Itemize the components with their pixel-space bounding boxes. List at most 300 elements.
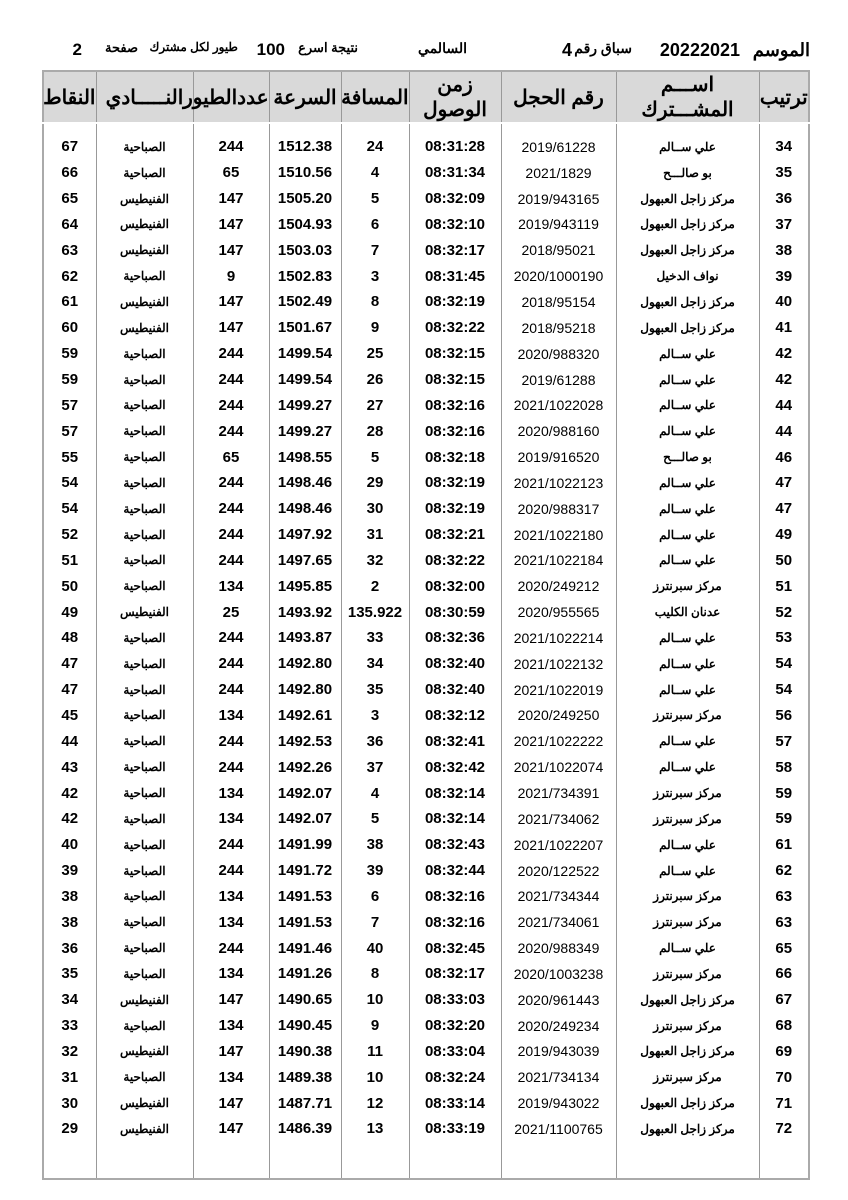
cell-points: 59 — [43, 367, 96, 393]
cell-arrival-time: 08:32:21 — [409, 522, 501, 548]
cell-arrival-time: 08:32:20 — [409, 1013, 501, 1039]
cell-arrival-time: 08:32:14 — [409, 780, 501, 806]
cell-distance: 37 — [341, 754, 409, 780]
table-row — [43, 496, 809, 522]
cell-rank: 52 — [759, 599, 809, 625]
cell-rank: 56 — [759, 703, 809, 729]
table-row — [43, 754, 809, 780]
cell-distance: 28 — [341, 418, 409, 444]
cell-club: الصباحية — [96, 754, 193, 780]
cell-points: 42 — [43, 780, 96, 806]
cell-club: الفنيطيس — [96, 212, 193, 238]
table-row — [43, 289, 809, 315]
cell-bird-count: 244 — [193, 651, 269, 677]
cell-distance: 5 — [341, 444, 409, 470]
page-label: صفحة — [105, 40, 138, 55]
cell-speed: 1493.92 — [269, 599, 341, 625]
table-row — [43, 418, 809, 444]
cell-speed: 1491.72 — [269, 858, 341, 884]
cell-rank: 68 — [759, 1013, 809, 1039]
cell-rank: 70 — [759, 1064, 809, 1090]
cell-rank: 69 — [759, 1039, 809, 1065]
cell-ring-number: 2021/1022180 — [501, 522, 616, 548]
cell-distance: 32 — [341, 548, 409, 574]
cell-arrival-time: 08:32:41 — [409, 728, 501, 754]
cell-distance: 8 — [341, 961, 409, 987]
cell-bird-count: 25 — [193, 599, 269, 625]
cell-club: الفنيطيس — [96, 1039, 193, 1065]
cell-bird-count: 244 — [193, 935, 269, 961]
cell-participant-name: علي ســالم — [616, 548, 759, 574]
cell-arrival-time: 08:32:24 — [409, 1064, 501, 1090]
cell-points: 67 — [43, 123, 96, 160]
cell-ring-number: 2020/961443 — [501, 987, 616, 1013]
results-table — [42, 70, 810, 1180]
cell-speed: 1493.87 — [269, 625, 341, 651]
cell-rank: 59 — [759, 806, 809, 832]
cell-club: الصباحية — [96, 496, 193, 522]
cell-points: 57 — [43, 392, 96, 418]
cell-ring-number: 2019/943039 — [501, 1039, 616, 1065]
table-row — [43, 806, 809, 832]
cell-ring-number: 2018/95021 — [501, 237, 616, 263]
season-label: الموسم — [752, 40, 810, 60]
cell-points: 55 — [43, 444, 96, 470]
cell-arrival-time: 08:30:59 — [409, 599, 501, 625]
cell-bird-count: 134 — [193, 909, 269, 935]
cell-bird-count: 147 — [193, 315, 269, 341]
cell-club: الصباحية — [96, 728, 193, 754]
result-label: نتيجة اسرع — [298, 40, 358, 55]
cell-ring-number: 2020/249212 — [501, 573, 616, 599]
cell-rank: 44 — [759, 418, 809, 444]
cell-participant-name: علي ســالم — [616, 341, 759, 367]
cell-participant-name: علي ســالم — [616, 651, 759, 677]
cell-arrival-time: 08:32:16 — [409, 392, 501, 418]
cell-rank: 63 — [759, 883, 809, 909]
cell-speed: 1499.27 — [269, 392, 341, 418]
table-row — [43, 599, 809, 625]
cell-bird-count: 147 — [193, 1116, 269, 1142]
cell-speed: 1492.07 — [269, 806, 341, 832]
cell-ring-number: 2019/943022 — [501, 1090, 616, 1116]
cell-club: الصباحية — [96, 1064, 193, 1090]
cell-distance: 9 — [341, 315, 409, 341]
page-number: 2 — [72, 40, 82, 59]
cell-club: الفنيطيس — [96, 599, 193, 625]
cell-arrival-time: 08:32:19 — [409, 470, 501, 496]
cell-points: 34 — [43, 987, 96, 1013]
cell-distance: 7 — [341, 237, 409, 263]
cell-speed: 1491.99 — [269, 832, 341, 858]
cell-ring-number: 2021/1022207 — [501, 832, 616, 858]
cell-club: الفنيطيس — [96, 315, 193, 341]
cell-distance: 40 — [341, 935, 409, 961]
cell-rank: 37 — [759, 212, 809, 238]
cell-ring-number: 2021/1022074 — [501, 754, 616, 780]
cell-arrival-time: 08:33:03 — [409, 987, 501, 1013]
cell-participant-name: علي ســالم — [616, 935, 759, 961]
cell-rank: 44 — [759, 392, 809, 418]
cell-arrival-time: 08:32:09 — [409, 186, 501, 212]
table-row — [43, 961, 809, 987]
table-row — [43, 186, 809, 212]
cell-arrival-time: 08:32:19 — [409, 496, 501, 522]
cell-bird-count: 244 — [193, 858, 269, 884]
cell-distance: 10 — [341, 1064, 409, 1090]
cell-ring-number: 2020/988320 — [501, 341, 616, 367]
cell-arrival-time: 08:32:16 — [409, 883, 501, 909]
cell-club: الفنيطيس — [96, 186, 193, 212]
cell-points: 60 — [43, 315, 96, 341]
cell-club: الصباحية — [96, 832, 193, 858]
table-row — [43, 1039, 809, 1065]
cell-club: الصباحية — [96, 392, 193, 418]
cell-participant-name: علي ســالم — [616, 522, 759, 548]
cell-rank: 57 — [759, 728, 809, 754]
cell-distance: 34 — [341, 651, 409, 677]
column-header-speed: السرعة — [269, 71, 341, 123]
cell-bird-count: 134 — [193, 573, 269, 599]
cell-ring-number: 2021/1022222 — [501, 728, 616, 754]
cell-ring-number: 2020/249234 — [501, 1013, 616, 1039]
cell-ring-number: 2020/988317 — [501, 496, 616, 522]
cell-bird-count: 244 — [193, 418, 269, 444]
cell-rank: 58 — [759, 754, 809, 780]
cell-points: 44 — [43, 728, 96, 754]
cell-participant-name: علي ســالم — [616, 123, 759, 160]
cell-ring-number: 2019/943165 — [501, 186, 616, 212]
cell-bird-count: 134 — [193, 703, 269, 729]
cell-speed: 1498.46 — [269, 496, 341, 522]
cell-rank: 53 — [759, 625, 809, 651]
cell-participant-name: مركز سبرنترز — [616, 806, 759, 832]
cell-points: 61 — [43, 289, 96, 315]
table-row — [43, 444, 809, 470]
cell-participant-name: بو صالـــح — [616, 444, 759, 470]
cell-arrival-time: 08:32:18 — [409, 444, 501, 470]
cell-rank: 72 — [759, 1116, 809, 1142]
cell-ring-number: 2020/988349 — [501, 935, 616, 961]
cell-club: الصباحية — [96, 1013, 193, 1039]
column-header-arrival-time: زمن الوصول — [409, 71, 501, 123]
cell-rank: 61 — [759, 832, 809, 858]
table-row — [43, 858, 809, 884]
cell-rank: 47 — [759, 470, 809, 496]
cell-distance: 9 — [341, 1013, 409, 1039]
cell-speed: 1498.55 — [269, 444, 341, 470]
cell-distance: 26 — [341, 367, 409, 393]
cell-bird-count: 134 — [193, 961, 269, 987]
table-row — [43, 1064, 809, 1090]
cell-participant-name: مركز زاجل العبهول — [616, 1039, 759, 1065]
cell-arrival-time: 08:31:28 — [409, 123, 501, 160]
cell-speed: 1501.67 — [269, 315, 341, 341]
cell-arrival-time: 08:32:44 — [409, 858, 501, 884]
cell-bird-count: 147 — [193, 987, 269, 1013]
cell-participant-name: مركز زاجل العبهول — [616, 987, 759, 1013]
empty-cell — [616, 1142, 759, 1179]
cell-speed: 1491.26 — [269, 961, 341, 987]
cell-distance: 6 — [341, 212, 409, 238]
cell-ring-number: 2020/988160 — [501, 418, 616, 444]
cell-bird-count: 244 — [193, 367, 269, 393]
cell-club: الصباحية — [96, 418, 193, 444]
cell-rank: 47 — [759, 496, 809, 522]
cell-distance: 27 — [341, 392, 409, 418]
cell-club: الصباحية — [96, 703, 193, 729]
cell-points: 48 — [43, 625, 96, 651]
cell-points: 50 — [43, 573, 96, 599]
cell-participant-name: علي ســالم — [616, 392, 759, 418]
cell-participant-name: مركز سبرنترز — [616, 909, 759, 935]
cell-points: 38 — [43, 909, 96, 935]
cell-participant-name: مركز زاجل العبهول — [616, 1116, 759, 1142]
cell-points: 31 — [43, 1064, 96, 1090]
cell-ring-number: 2020/122522 — [501, 858, 616, 884]
cell-points: 36 — [43, 935, 96, 961]
cell-bird-count: 147 — [193, 1090, 269, 1116]
table-row — [43, 883, 809, 909]
cell-club: الصباحية — [96, 780, 193, 806]
cell-participant-name: مركز زاجل العبهول — [616, 289, 759, 315]
race-label: سباق رقم — [574, 40, 632, 56]
cell-points: 32 — [43, 1039, 96, 1065]
cell-points: 42 — [43, 806, 96, 832]
cell-club: الصباحية — [96, 909, 193, 935]
cell-ring-number: 2021/734061 — [501, 909, 616, 935]
cell-club: الصباحية — [96, 263, 193, 289]
cell-arrival-time: 08:32:22 — [409, 548, 501, 574]
cell-speed: 1505.20 — [269, 186, 341, 212]
cell-points: 47 — [43, 677, 96, 703]
cell-bird-count: 65 — [193, 160, 269, 186]
cell-participant-name: علي ســالم — [616, 858, 759, 884]
cell-rank: 42 — [759, 367, 809, 393]
cell-points: 49 — [43, 599, 96, 625]
cell-club: الصباحية — [96, 858, 193, 884]
cell-arrival-time: 08:33:14 — [409, 1090, 501, 1116]
column-header-points: النقاط — [43, 71, 96, 123]
top-n: 100 — [256, 40, 285, 59]
cell-ring-number: 2021/1022184 — [501, 548, 616, 574]
cell-speed: 1504.93 — [269, 212, 341, 238]
cell-speed: 1512.38 — [269, 123, 341, 160]
cell-points: 65 — [43, 186, 96, 212]
cell-distance: 11 — [341, 1039, 409, 1065]
cell-participant-name: علي ســالم — [616, 367, 759, 393]
cell-bird-count: 244 — [193, 754, 269, 780]
cell-points: 39 — [43, 858, 96, 884]
cell-arrival-time: 08:32:42 — [409, 754, 501, 780]
cell-rank: 54 — [759, 651, 809, 677]
cell-rank: 46 — [759, 444, 809, 470]
cell-participant-name: مركز سبرنترز — [616, 1064, 759, 1090]
empty-row — [43, 1142, 809, 1179]
cell-speed: 1486.39 — [269, 1116, 341, 1142]
cell-distance: 3 — [341, 703, 409, 729]
cell-distance: 3 — [341, 263, 409, 289]
cell-club: الصباحية — [96, 651, 193, 677]
table-row — [43, 522, 809, 548]
cell-club: الفنيطيس — [96, 987, 193, 1013]
cell-speed: 1502.49 — [269, 289, 341, 315]
cell-rank: 34 — [759, 123, 809, 160]
cell-speed: 1489.38 — [269, 1064, 341, 1090]
cell-arrival-time: 08:32:16 — [409, 909, 501, 935]
cell-bird-count: 244 — [193, 522, 269, 548]
empty-cell — [43, 1142, 96, 1179]
cell-speed: 1497.92 — [269, 522, 341, 548]
cell-ring-number: 2019/943119 — [501, 212, 616, 238]
cell-distance: 30 — [341, 496, 409, 522]
cell-rank: 62 — [759, 858, 809, 884]
cell-rank: 39 — [759, 263, 809, 289]
cell-participant-name: علي ســالم — [616, 625, 759, 651]
report-header — [40, 40, 810, 62]
table-row — [43, 780, 809, 806]
cell-distance: 35 — [341, 677, 409, 703]
cell-rank: 67 — [759, 987, 809, 1013]
cell-participant-name: مركز سبرنترز — [616, 961, 759, 987]
cell-rank: 40 — [759, 289, 809, 315]
table-row — [43, 341, 809, 367]
cell-speed: 1502.83 — [269, 263, 341, 289]
cell-club: الفنيطيس — [96, 237, 193, 263]
cell-rank: 35 — [759, 160, 809, 186]
cell-distance: 5 — [341, 186, 409, 212]
cell-club: الصباحية — [96, 677, 193, 703]
table-row — [43, 832, 809, 858]
cell-arrival-time: 08:32:12 — [409, 703, 501, 729]
cell-arrival-time: 08:32:17 — [409, 237, 501, 263]
cell-ring-number: 2020/249250 — [501, 703, 616, 729]
table-row — [43, 1090, 809, 1116]
cell-ring-number: 2021/1022028 — [501, 392, 616, 418]
cell-club: الصباحية — [96, 160, 193, 186]
cell-points: 51 — [43, 548, 96, 574]
cell-rank: 63 — [759, 909, 809, 935]
cell-participant-name: مركز سبرنترز — [616, 1013, 759, 1039]
cell-bird-count: 134 — [193, 1064, 269, 1090]
table-row — [43, 651, 809, 677]
cell-club: الفنيطيس — [96, 1090, 193, 1116]
cell-club: الصباحية — [96, 123, 193, 160]
empty-cell — [409, 1142, 501, 1179]
cell-club: الصباحية — [96, 548, 193, 574]
table-row — [43, 573, 809, 599]
cell-ring-number: 2021/1022132 — [501, 651, 616, 677]
table-row — [43, 315, 809, 341]
cell-points: 35 — [43, 961, 96, 987]
cell-points: 54 — [43, 470, 96, 496]
cell-participant-name: علي ســالم — [616, 677, 759, 703]
table-row — [43, 548, 809, 574]
cell-distance: 12 — [341, 1090, 409, 1116]
cell-ring-number: 2021/1100765 — [501, 1116, 616, 1142]
cell-rank: 42 — [759, 341, 809, 367]
cell-arrival-time: 08:32:17 — [409, 961, 501, 987]
cell-arrival-time: 08:33:04 — [409, 1039, 501, 1065]
cell-participant-name: علي ســالم — [616, 728, 759, 754]
column-header-distance: المسافة — [341, 71, 409, 123]
cell-bird-count: 134 — [193, 883, 269, 909]
cell-rank: 71 — [759, 1090, 809, 1116]
cell-rank: 50 — [759, 548, 809, 574]
cell-club: الصباحية — [96, 806, 193, 832]
cell-ring-number: 2021/734134 — [501, 1064, 616, 1090]
cell-distance: 4 — [341, 780, 409, 806]
cell-bird-count: 147 — [193, 237, 269, 263]
cell-arrival-time: 08:32:19 — [409, 289, 501, 315]
cell-arrival-time: 08:31:34 — [409, 160, 501, 186]
cell-bird-count: 147 — [193, 289, 269, 315]
cell-speed: 1492.61 — [269, 703, 341, 729]
cell-participant-name: بو صالـــح — [616, 160, 759, 186]
table-row — [43, 703, 809, 729]
cell-rank: 54 — [759, 677, 809, 703]
cell-speed: 1492.26 — [269, 754, 341, 780]
column-header-bird-count: عددالطيور — [193, 71, 269, 123]
cell-bird-count: 65 — [193, 444, 269, 470]
cell-bird-count: 244 — [193, 123, 269, 160]
cell-rank: 66 — [759, 961, 809, 987]
cell-speed: 1490.45 — [269, 1013, 341, 1039]
cell-speed: 1487.71 — [269, 1090, 341, 1116]
per-participant-label: طيور لكل مشترك — [149, 40, 238, 54]
cell-club: الصباحية — [96, 444, 193, 470]
cell-speed: 1497.65 — [269, 548, 341, 574]
cell-rank: 41 — [759, 315, 809, 341]
cell-arrival-time: 08:32:14 — [409, 806, 501, 832]
cell-bird-count: 244 — [193, 341, 269, 367]
cell-points: 30 — [43, 1090, 96, 1116]
empty-cell — [269, 1142, 341, 1179]
cell-ring-number: 2021/1022214 — [501, 625, 616, 651]
cell-bird-count: 244 — [193, 496, 269, 522]
cell-arrival-time: 08:32:15 — [409, 341, 501, 367]
cell-club: الصباحية — [96, 341, 193, 367]
table-row — [43, 212, 809, 238]
cell-speed: 1495.85 — [269, 573, 341, 599]
column-header-ring-number: رقم الحجل — [501, 71, 616, 123]
table-row — [43, 625, 809, 651]
empty-cell — [759, 1142, 809, 1179]
cell-bird-count: 147 — [193, 212, 269, 238]
cell-participant-name: نواف الدخيل — [616, 263, 759, 289]
cell-points: 66 — [43, 160, 96, 186]
cell-distance: 10 — [341, 987, 409, 1013]
cell-club: الصباحية — [96, 883, 193, 909]
cell-arrival-time: 08:32:22 — [409, 315, 501, 341]
cell-points: 63 — [43, 237, 96, 263]
cell-arrival-time: 08:32:45 — [409, 935, 501, 961]
table-row — [43, 367, 809, 393]
cell-distance: 135.922 — [341, 599, 409, 625]
cell-bird-count: 244 — [193, 677, 269, 703]
cell-arrival-time: 08:32:40 — [409, 651, 501, 677]
cell-speed: 1492.07 — [269, 780, 341, 806]
table-row — [43, 1013, 809, 1039]
cell-club: الصباحية — [96, 625, 193, 651]
cell-bird-count: 147 — [193, 186, 269, 212]
cell-speed: 1499.54 — [269, 367, 341, 393]
race-number: 4 — [561, 40, 572, 60]
table-row — [43, 935, 809, 961]
cell-club: الصباحية — [96, 522, 193, 548]
cell-arrival-time: 08:32:40 — [409, 677, 501, 703]
cell-bird-count: 244 — [193, 832, 269, 858]
